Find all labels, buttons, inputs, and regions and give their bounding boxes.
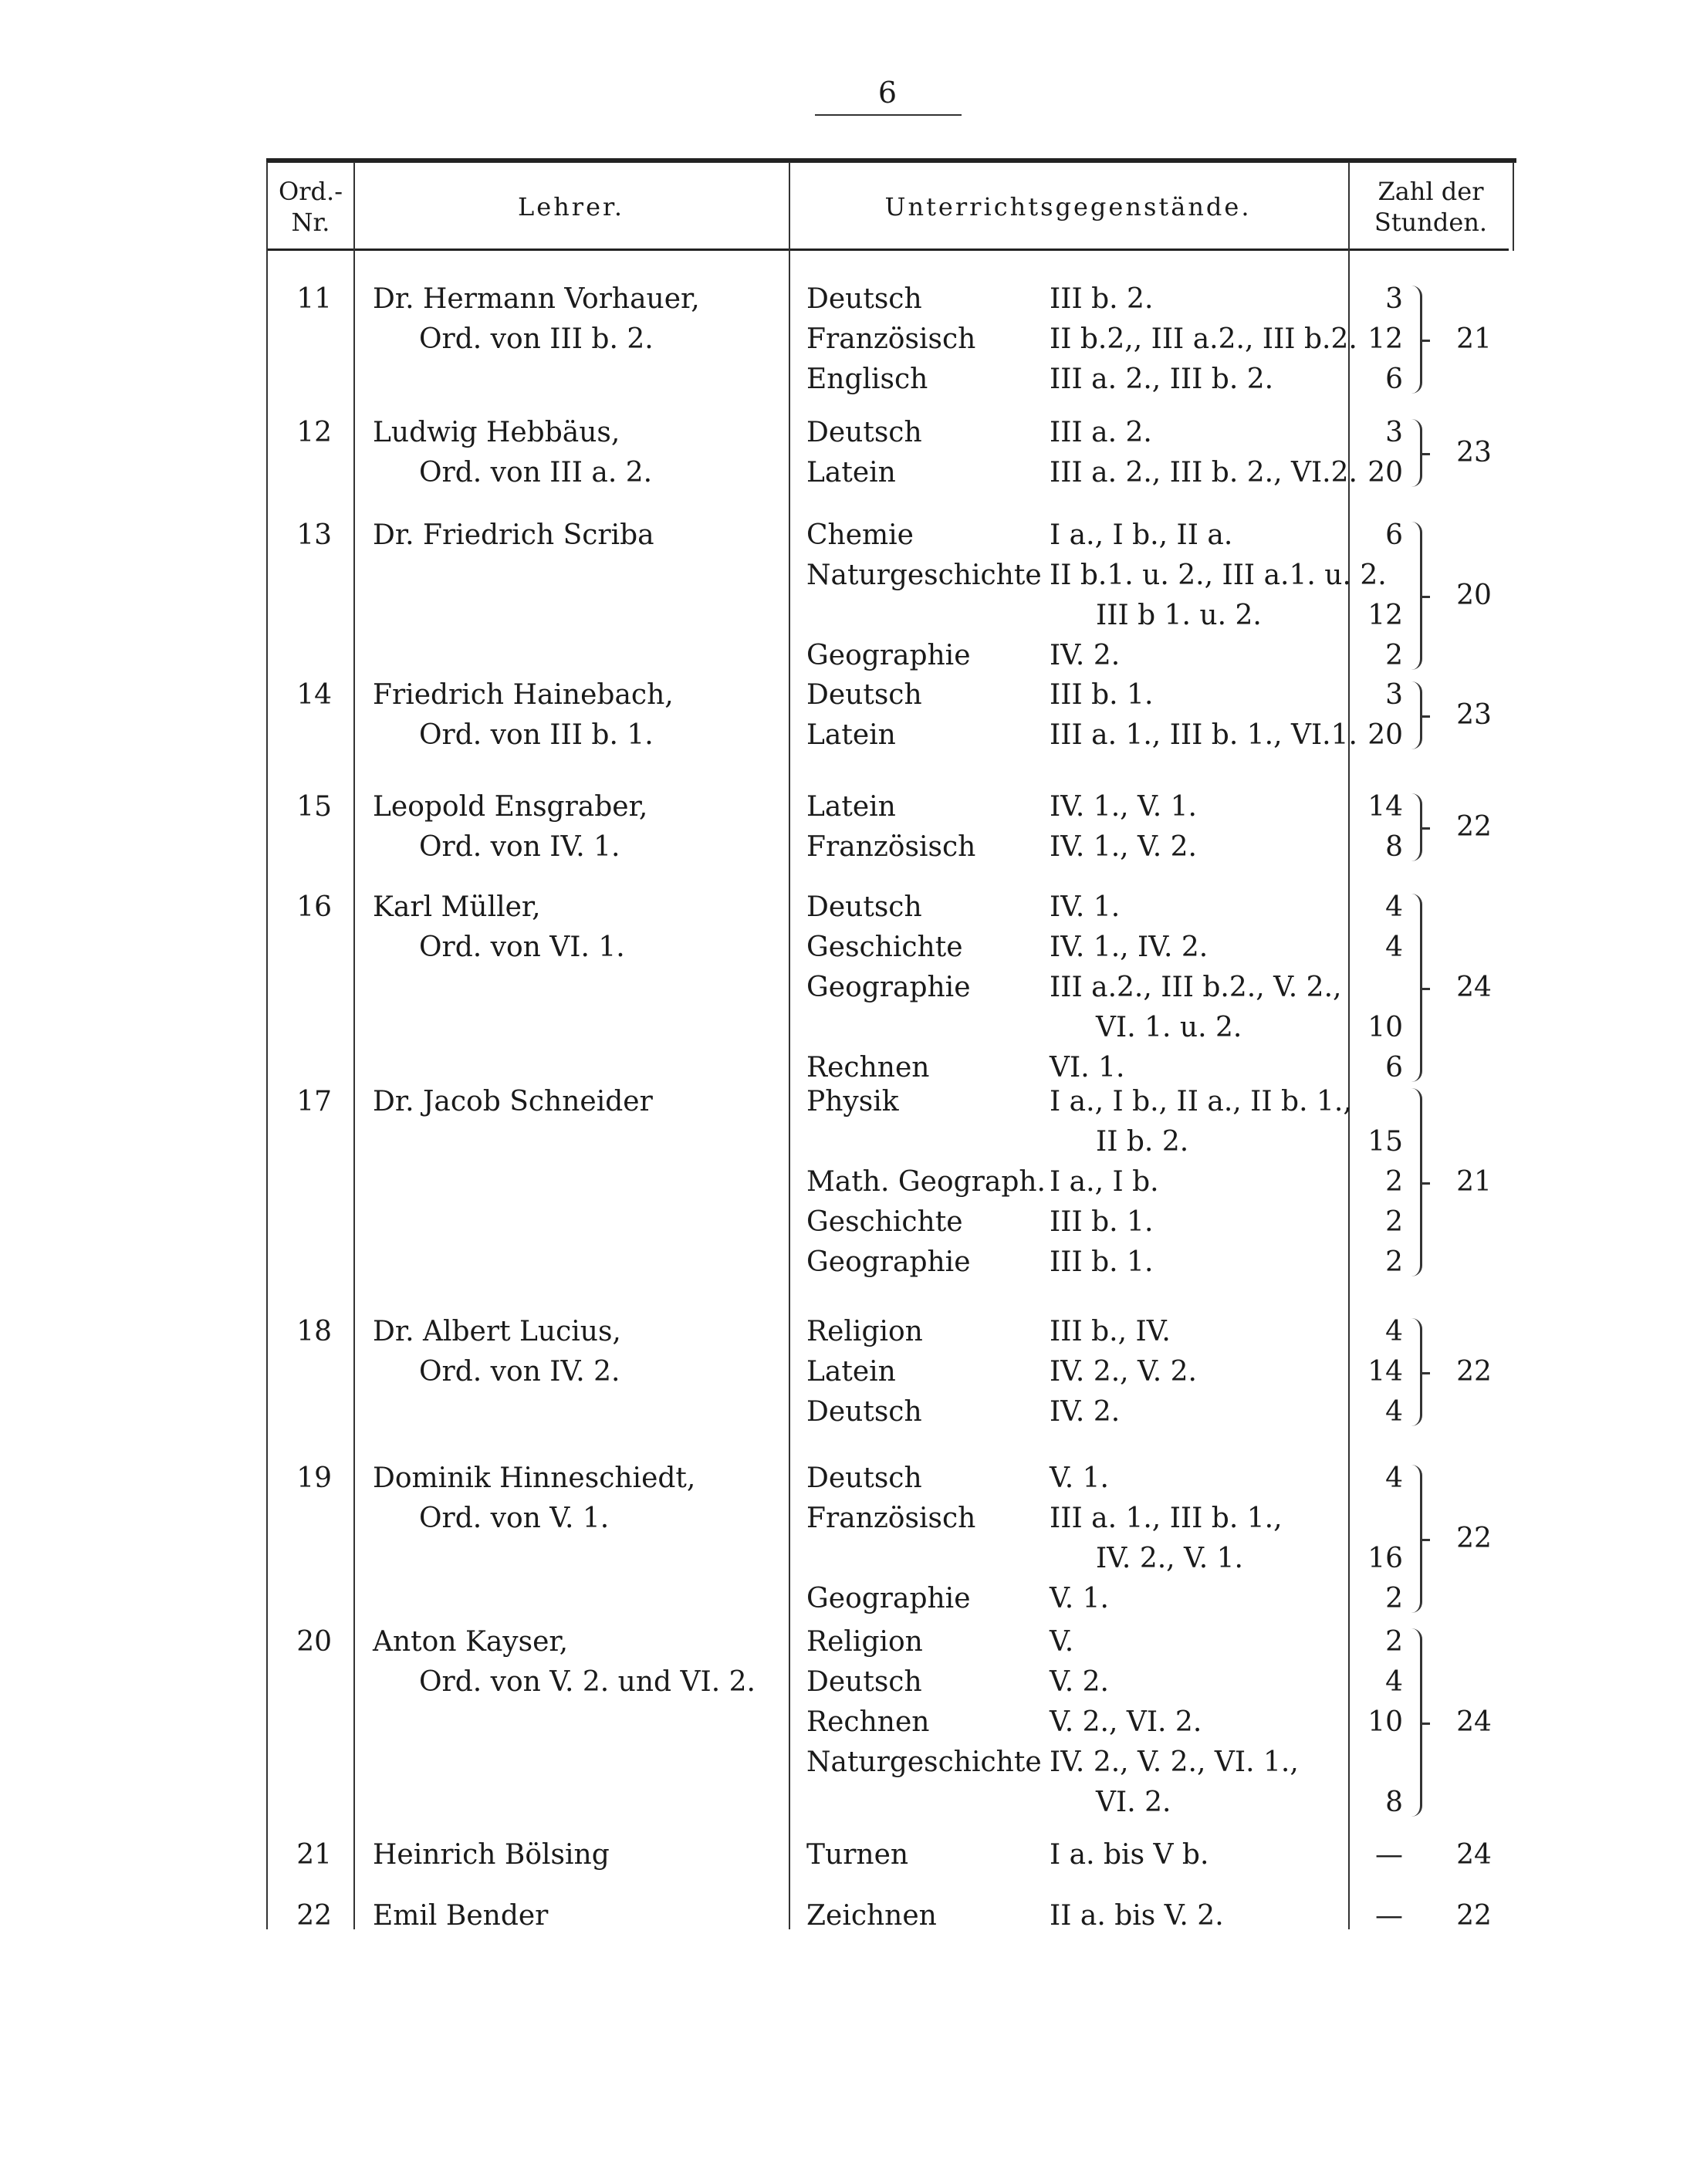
row-number: 11: [296, 283, 332, 315]
table-left-edge: [266, 162, 268, 1929]
class-list: III b., IV.: [1050, 1316, 1171, 1347]
class-list: IV. 2.: [1050, 1396, 1121, 1428]
hours: 15: [1367, 1126, 1403, 1158]
subject: Naturgeschichte: [806, 1746, 1042, 1778]
subject: Französisch: [806, 1503, 976, 1534]
total-hours: 22: [1456, 811, 1492, 843]
hours: 10: [1367, 1706, 1403, 1738]
hours: 2: [1385, 1583, 1403, 1614]
teacher-name: Friedrich Hainebach,: [373, 679, 674, 711]
teacher-ordinarius: Ord. von III a. 2.: [419, 457, 653, 489]
subject: Geschichte: [806, 931, 963, 963]
subject: Naturgeschichte: [806, 560, 1042, 591]
subject: Deutsch: [806, 1666, 922, 1698]
subject: Rechnen: [806, 1706, 930, 1738]
hours-brace-tip: [1421, 453, 1430, 455]
teacher-ordinarius: Ord. von V. 2. und VI. 2.: [419, 1666, 756, 1698]
subject: Deutsch: [806, 417, 922, 448]
hours: 4: [1385, 1462, 1403, 1494]
subject: Geographie: [806, 972, 971, 1003]
subject: Latein: [806, 1356, 896, 1388]
subject: Geographie: [806, 1583, 971, 1614]
teacher-ordinarius: Ord. von VI. 1.: [419, 931, 625, 963]
class-list: V.: [1050, 1626, 1074, 1658]
class-list: V. 1.: [1050, 1583, 1109, 1614]
subject: Latein: [806, 457, 896, 489]
total-hours: 21: [1456, 1166, 1492, 1198]
page-number: 6: [877, 76, 898, 110]
hours: 14: [1367, 791, 1403, 823]
total-hours: 24: [1456, 972, 1492, 1003]
row-number: 12: [296, 417, 332, 448]
total-hours: 24: [1456, 1839, 1492, 1871]
hours: 4: [1385, 931, 1403, 963]
hours: 20: [1367, 719, 1403, 751]
subject: Deutsch: [806, 1396, 922, 1428]
teacher-name: Dr. Friedrich Scriba: [373, 519, 654, 551]
hours: 12: [1367, 323, 1403, 355]
teacher-ordinarius: Ord. von III b. 1.: [419, 719, 654, 751]
teacher-name: Dr. Albert Lucius,: [373, 1316, 621, 1347]
hours-brace-tip: [1421, 1539, 1430, 1541]
teacher-ordinarius: Ord. von IV. 2.: [419, 1356, 620, 1388]
class-list: III a. 1., III b. 1., VI.1.: [1050, 719, 1357, 751]
row-number: 18: [296, 1316, 332, 1347]
subject: Deutsch: [806, 679, 922, 711]
class-list: III a. 1., III b. 1.,: [1050, 1503, 1283, 1534]
hours-brace-tip: [1421, 715, 1430, 718]
hours: 8: [1385, 831, 1403, 863]
subject: Turnen: [806, 1839, 909, 1871]
header-stunden: Zahl der Stunden.: [1374, 177, 1488, 237]
hours: 2: [1385, 1246, 1403, 1278]
hours: 2: [1385, 1206, 1403, 1238]
hours: 10: [1367, 1012, 1403, 1043]
class-list: VI. 1.: [1050, 1052, 1125, 1084]
hours-brace-tip: [1421, 340, 1430, 342]
header-gegenstaende: Unterrichtsgegenstände.: [884, 192, 1252, 221]
subject: Deutsch: [806, 1462, 922, 1494]
class-list: III b. 2.: [1050, 283, 1154, 315]
hours: 2: [1385, 640, 1403, 671]
class-list: V. 1.: [1050, 1462, 1109, 1494]
subject: Latein: [806, 791, 896, 823]
teacher-name: Ludwig Hebbäus,: [373, 417, 620, 448]
hours-brace-tip: [1421, 1723, 1430, 1725]
hours: 4: [1385, 891, 1403, 923]
hours: 14: [1367, 1356, 1403, 1388]
teacher-name: Leopold Ensgraber,: [373, 791, 648, 823]
teacher-name: Anton Kayser,: [373, 1626, 569, 1658]
class-list: V. 2., VI. 2.: [1050, 1706, 1202, 1738]
class-list: II a. bis V. 2.: [1050, 1900, 1224, 1932]
subject: Math. Geograph.: [806, 1166, 1046, 1198]
total-hours: 21: [1456, 323, 1492, 355]
hours: 8: [1385, 1787, 1403, 1818]
class-list: IV. 2., V. 2.: [1050, 1356, 1197, 1388]
total-hours: 22: [1456, 1523, 1492, 1554]
subject: Geographie: [806, 1246, 971, 1278]
class-list: III a.2., III b.2., V. 2.,: [1050, 972, 1342, 1003]
class-list: VI. 2.: [1096, 1787, 1171, 1818]
class-list: II b.1. u. 2., III a.1. u. 2.: [1050, 560, 1387, 591]
total-hours: 23: [1456, 699, 1492, 731]
class-list: IV. 2., V. 1.: [1096, 1543, 1243, 1574]
column-divider-lehrer: [789, 162, 790, 1929]
page-number-rule: [815, 114, 962, 116]
table-right-edge: [1513, 162, 1514, 251]
header-ord-nr: Ord.- Nr.: [279, 177, 343, 237]
class-list: I a., I b.: [1050, 1166, 1159, 1198]
hours: 4: [1385, 1666, 1403, 1698]
subject: Geographie: [806, 640, 971, 671]
teacher-ordinarius: Ord. von III b. 2.: [419, 323, 654, 355]
teacher-ordinarius: Ord. von V. 1.: [419, 1503, 610, 1534]
row-number: 17: [296, 1086, 332, 1117]
hours: 2: [1385, 1166, 1403, 1198]
hours-brace-tip: [1421, 827, 1430, 830]
row-number: 19: [296, 1462, 332, 1494]
row-number: 20: [296, 1626, 332, 1658]
class-list: IV. 1.: [1050, 891, 1121, 923]
table-top-rule: [266, 158, 1516, 163]
hours: 4: [1385, 1396, 1403, 1428]
hours: 3: [1385, 679, 1403, 711]
subject: Französisch: [806, 831, 976, 863]
class-list: I a., I b., II a.: [1050, 519, 1233, 551]
hours: 3: [1385, 417, 1403, 448]
subject: Latein: [806, 719, 896, 751]
hours: 16: [1367, 1543, 1403, 1574]
class-list: I a. bis V b.: [1050, 1839, 1209, 1871]
subject: Rechnen: [806, 1052, 930, 1084]
class-list: III b. 1.: [1050, 1206, 1154, 1238]
row-number: 14: [296, 679, 332, 711]
row-number: 21: [296, 1839, 332, 1871]
subject: Deutsch: [806, 283, 922, 315]
column-divider-nr: [353, 162, 355, 1929]
hours-brace-tip: [1421, 988, 1430, 990]
class-list: III b. 1.: [1050, 679, 1154, 711]
total-hours: 22: [1456, 1356, 1492, 1388]
total-hours: 22: [1456, 1900, 1492, 1932]
class-list: VI. 1. u. 2.: [1096, 1012, 1242, 1043]
class-list: III a. 2., III b. 2.: [1050, 363, 1274, 395]
class-list: II b. 2.: [1096, 1126, 1189, 1158]
subject: Religion: [806, 1626, 923, 1658]
total-hours: 24: [1456, 1706, 1492, 1738]
table-header-rule: [266, 248, 1509, 251]
total-hours: 20: [1456, 580, 1492, 611]
hours: 2: [1385, 1626, 1403, 1658]
hours: 6: [1385, 363, 1403, 395]
subject: Französisch: [806, 323, 976, 355]
hours: —: [1375, 1839, 1403, 1871]
subject: Englisch: [806, 363, 928, 395]
teacher-name: Heinrich Bölsing: [373, 1839, 610, 1871]
class-list: IV. 2., V. 2., VI. 1.,: [1050, 1746, 1299, 1778]
subject: Deutsch: [806, 891, 922, 923]
teacher-name: Dr. Jacob Schneider: [373, 1086, 653, 1117]
total-hours: 23: [1456, 437, 1492, 468]
hours: 4: [1385, 1316, 1403, 1347]
subject: Zeichnen: [806, 1900, 937, 1932]
hours-brace-tip: [1421, 1372, 1430, 1374]
header-lehrer: Lehrer.: [518, 192, 624, 221]
hours-brace-tip: [1421, 1182, 1430, 1185]
class-list: V. 2.: [1050, 1666, 1109, 1698]
class-list: IV. 1., IV. 2.: [1050, 931, 1209, 963]
class-list: III a. 2.: [1050, 417, 1152, 448]
class-list: I a., I b., II a., II b. 1.,: [1050, 1086, 1352, 1117]
teacher-name: Dr. Hermann Vorhauer,: [373, 283, 700, 315]
class-list: II b.2,, III a.2., III b.2.: [1050, 323, 1357, 355]
row-number: 16: [296, 891, 332, 923]
hours: 6: [1385, 1052, 1403, 1084]
teacher-ordinarius: Ord. von IV. 1.: [419, 831, 620, 863]
subject: Geschichte: [806, 1206, 963, 1238]
class-list: III b 1. u. 2.: [1096, 600, 1262, 631]
class-list: IV. 1., V. 1.: [1050, 791, 1197, 823]
subject: Chemie: [806, 519, 914, 551]
class-list: III a. 2., III b. 2., VI.2.: [1050, 457, 1357, 489]
class-list: III b. 1.: [1050, 1246, 1154, 1278]
subject: Religion: [806, 1316, 923, 1347]
hours: 6: [1385, 519, 1403, 551]
row-number: 15: [296, 791, 332, 823]
teacher-name: Emil Bender: [373, 1900, 549, 1932]
hours-brace-tip: [1421, 596, 1430, 598]
subject: Physik: [806, 1086, 899, 1117]
class-list: IV. 2.: [1050, 640, 1121, 671]
teacher-name: Karl Müller,: [373, 891, 541, 923]
hours: —: [1375, 1900, 1403, 1932]
hours: 3: [1385, 283, 1403, 315]
hours: 20: [1367, 457, 1403, 489]
row-number: 13: [296, 519, 332, 551]
teacher-name: Dominik Hinneschiedt,: [373, 1462, 696, 1494]
row-number: 22: [296, 1900, 332, 1932]
class-list: IV. 1., V. 2.: [1050, 831, 1197, 863]
hours: 12: [1367, 600, 1403, 631]
